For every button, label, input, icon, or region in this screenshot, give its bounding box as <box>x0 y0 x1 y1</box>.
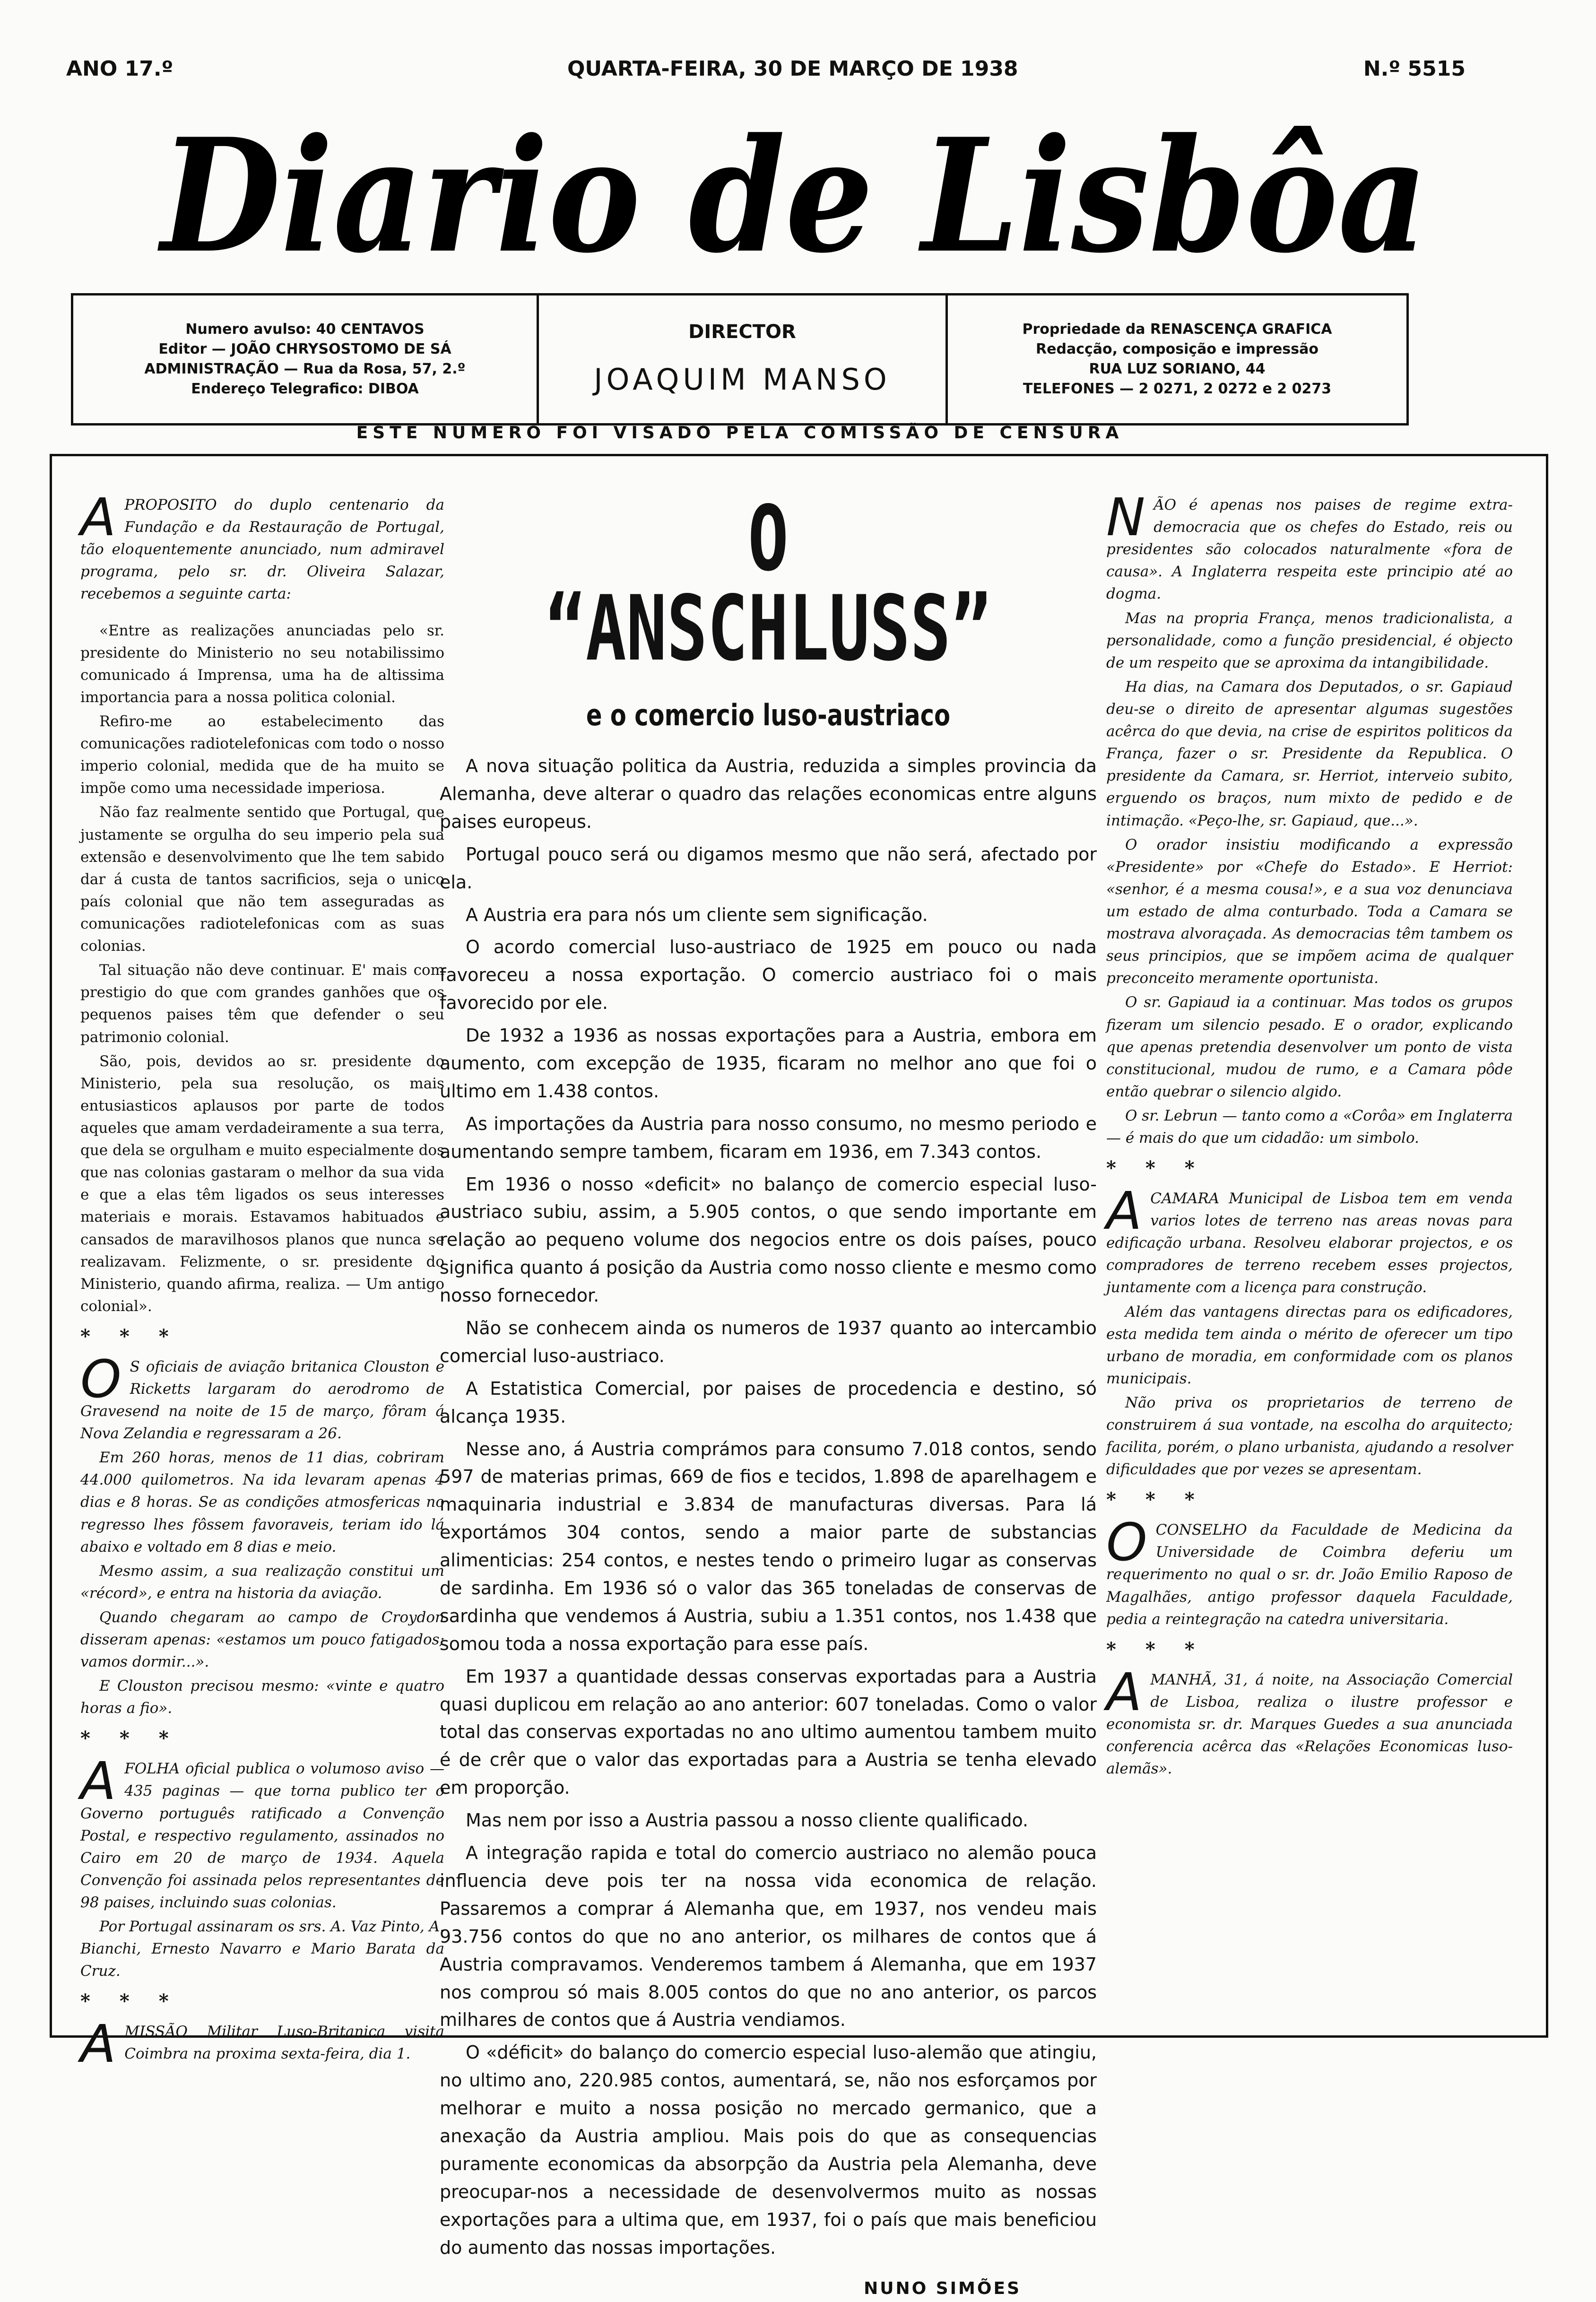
center-para: Em 1937 a quantidade dessas conservas exportadas para a Austria quasi duplicou em relação ao ano anterior: 607 toneladas. Como o valor total das conservas exportadas no ano ultimo aumentou tambem muito é de crêr que o valor das exportadas para a Austria se tenha elevado em proporção. <box>440 1666 1097 1798</box>
telegraph-line: Endereço Telegrafico: DIBOA <box>191 381 419 397</box>
left-para: MISSÃO Militar Luso-Britanica visita Coimbra na proxima sexta-feira, dia 1. <box>124 2023 444 2063</box>
issue-number: N.º 5515 <box>1363 57 1466 81</box>
left-column <box>80 487 444 2075</box>
center-para: De 1932 a 1936 as nossas exportações para a Austria, embora em aumento, com excepção de 1935, ficaram no melhor ano que foi o ultimo em 1.438 contos. <box>440 1025 1097 1102</box>
right-para: Ha dias, na Camara dos Deputados, o sr. Gapiaud deu-se o direito de apresentar algumas sugestões acêrca do que devia, na crise de espiritos politicos da França, fazer o sr. Presidente da Republica. O presidente da Camara, sr. Herriot, interveio subito, erguendo os braços, num mixto de pedido e de intimação. «Peço-lhe, sr. Gapiaud, que...». <box>1106 678 1513 829</box>
center-para: A Estatistica Comercial, por paises de procedencia e destino, só alcança 1935. <box>440 1378 1097 1427</box>
phones-line: TELEFONES — 2 0271, 2 0272 e 2 0273 <box>1023 381 1332 397</box>
director-label: DIRECTOR <box>688 321 796 343</box>
center-para: A nova situação politica da Austria, reduzida a simples provincia da Alemanha, deve alterar o quadro das relações economicas entre alguns paises europeus. <box>440 756 1097 832</box>
masthead-text: Diario de Lisbôa <box>156 104 1428 287</box>
left-para: Mesmo assim, a sua realização constitui um «récord», e entra na historia da aviação. <box>80 1562 444 1602</box>
center-para: Nesse ano, á Austria comprámos para consumo 7.018 contos, sendo 597 de materias primas, 669 de fios e tecidos, 1.898 de aparelhagem e maquinaria industrial e 3.834 de manufacturas diversas. Para lá exportámos 304 contos, sendo a maior parte de substancias alimenticias: 254 contos, e nestes tendo o primeiro lugar as conservas de sardinha. Em 1936 só o valor das 365 toneladas de conservas de sardinha que vendemos á Austria, subiu a 1.351 contos, nos 1.438 que somou toda a nossa exportação para esse país. <box>440 1438 1097 1654</box>
dropcap: O <box>1106 1512 1147 1573</box>
director-name: JOAQUIM MANSO <box>594 362 891 397</box>
admin-line: ADMINISTRAÇÃO — Rua da Rosa, 57, 2.º <box>144 361 466 377</box>
editor-line: Editor — JOÃO CHRYSOSTOMO DE SÁ <box>158 341 451 357</box>
left-para: PROPOSITO do duplo centenario da Fundação e da Restauração de Portugal, tão eloquentemente anunciado, num admiravel programa, pelo sr. dr. Oliveira Salazar, recebemos a seguinte carta: <box>80 496 444 603</box>
right-para: Mas na propria França, menos tradicionalista, a personalidade, como a função presidencial, é objecto de um respeito que se aproxima da intangibilidade. <box>1106 609 1513 671</box>
left-para: «Entre as realizações anunciadas pelo sr. presidente do Ministerio no seu notabilissimo comunicado á Imprensa, uma ha de altissima importancia para a nossa politica colonial. <box>80 622 444 706</box>
separator-stars: * * * <box>1106 1488 1206 1511</box>
masthead-title <box>151 104 1437 288</box>
center-para: A Austria era para nós um cliente sem significação. <box>466 904 928 925</box>
owner-line: Propriedade da RENASCENÇA GRAFICA <box>1022 321 1332 338</box>
info-left <box>73 295 539 423</box>
left-para: Por Portugal assinaram os srs. A. Vaz Pinto, A. Bianchi, Ernesto Navarro e Mario Barata da Cruz. <box>80 1918 444 1980</box>
year-label: ANO 17.º <box>66 57 173 81</box>
center-para: Em 1936 o nosso «deficit» no balanço de comercio especial luso-austriaco subiu, assim, a 5.905 contos, o que sendo importante em relação ao pequeno volume dos negocios entre os dois países, pouco significa quanto á posição da Austria como nosso cliente e mesmo como nosso fornecedor. <box>440 1173 1097 1306</box>
separator-stars: * * * <box>80 1325 180 1347</box>
print-line: Redacção, composição e impressão <box>1036 341 1318 357</box>
dropcap: A <box>1106 1661 1142 1722</box>
separator-stars: * * * <box>1106 1157 1206 1180</box>
right-para: O sr. Lebrun — tanto como a «Corôa» em Inglaterra — é mais do que um cidadão: um simbolo. <box>1106 1107 1513 1147</box>
center-para: Portugal pouco será ou digamos mesmo que não será, afectado por ela. <box>440 843 1097 893</box>
price-line: Numero avulso: 40 CENTAVOS <box>185 321 425 338</box>
right-column <box>1106 487 1513 1782</box>
left-para: E Clouston precisou mesmo: «vinte e quatro horas a fio». <box>80 1677 444 1717</box>
center-para: O acordo comercial luso-austriaco de 1925 em pouco ou nada favoreceu a nossa exportação. O comercio austriaco foi o mais favorecido por ele. <box>440 937 1097 1014</box>
dropcap: A <box>80 487 116 547</box>
left-para: Em 260 horas, menos de 11 dias, cobriram 44.000 quilometros. Na ida levaram apenas 4 dias e 8 horas. Se as condições atmosfericas no regresso lhes fôssem favoraveis, teriam ido lá abaixo e voltado em 8 dias e meio. <box>80 1449 444 1555</box>
header-topline <box>66 57 1466 95</box>
left-para: FOLHA oficial publica o volumoso aviso — 435 paginas — que torna publico ter o Governo português ratificado a Convenção Postal, e respectivo regulamento, assinados no Cairo em 20 de março de 1934. Aquela Convenção foi assinada pelos representantes de 98 paises, incluindo suas colonias. <box>80 1760 444 1911</box>
right-para: Não priva os proprietarios de terreno de construirem á sua vontade, na escolha do arquitecto; facilita, porém, o plano urbanista, ajudando a resolver dificuldades que por vezes se apresentam. <box>1106 1394 1513 1478</box>
left-para: Não faz realmente sentido que Portugal, que justamente se orgulha do seu imperio pela sua extensão e desenvolvimento que lhe tem sabido dar á custa de tantos sacrificios, seja o unico país colonial que não tem asseguradas as comunicações radiotelefonicas com as suas colonias. <box>80 804 444 955</box>
center-para: Não se conhecem ainda os numeros de 1937 quanto ao intercambio comercial luso-austriaco. <box>440 1318 1097 1366</box>
censorship-notice: ESTE NUMERO FOI VISADO PELA COMISSÃO DE CENSURA <box>356 423 1124 443</box>
right-para: Além das vantagens directas para os edificadores, esta medida tem ainda o mérito de oferecer um tipo urbano de moradia, em conformidade com os planos municipais. <box>1106 1303 1513 1387</box>
info-box <box>71 293 1409 426</box>
right-para: O orador insistiu modificando a expressão «Presidente» por «Chefe do Estado». E Herriot: «senhor, é a mesma cousa!», e a sua voz denunciava um estado de alma conturbado. Toda a Camara se mostrava alvoraçada. As democracias têm tambem os seus principios, que se impõem acima de qualquer preconceito meramente oportunista. <box>1106 836 1513 987</box>
left-para: Tal situação não deve continuar. E' mais com prestigio do que com grandes ganhões que os pequenos paises têm que defender o seu patrimonio colonial. <box>80 962 444 1046</box>
left-para: Quando chegaram ao campo de Croydon disseram apenas: «estamos um pouco fatigados; vamos dormir...». <box>80 1608 444 1671</box>
info-director <box>539 295 948 423</box>
right-para: CAMARA Municipal de Lisboa tem em venda varios lotes de terreno nas areas novas para edificação urbana. Resolveu elaborar projectos, e os compradores de terreno recebem esses projectos, juntamente com a licença para construção. <box>1106 1190 1513 1296</box>
info-right <box>948 295 1406 423</box>
dropcap: O <box>80 1348 121 1409</box>
left-para: Refiro-me ao estabelecimento das comunicações radiotelefonicas com todo o nosso imperio colonial, medida que de ha muito se impõe como uma necessidade imperiosa. <box>80 712 444 797</box>
right-para: O sr. Gapiaud ia a continuar. Mas todos os grupos fizeram um silencio pesado. E o orador, explicando que apenas pretendia desenvolver um ponto de vista constitucional, mudou de rumo, e a Camara pôde então quebrar o silencio algido. <box>1106 994 1513 1100</box>
center-para: Mas nem por isso a Austria passou a nosso cliente qualificado. <box>466 1810 1029 1831</box>
separator-stars: * * * <box>1106 1638 1206 1660</box>
address-line: RUA LUZ SORIANO, 44 <box>1089 361 1266 377</box>
center-column <box>440 486 1097 2302</box>
main-headline: O “ANSCHLUSS” <box>545 486 991 681</box>
separator-stars: * * * <box>80 1727 180 1750</box>
separator-stars: * * * <box>80 1990 180 2013</box>
dropcap: A <box>80 1751 116 1812</box>
dropcap: A <box>1106 1180 1142 1241</box>
sub-headline: e o comercio luso-austriaco <box>586 698 951 732</box>
right-para: CONSELHO da Faculdade de Medicina da Universidade de Coimbra deferiu um requerimento no qual o sr. dr. João Emilio Raposo de Magalhães, antigo professor daquela Faculdade, pedia a reintegração na catedra universitaria. <box>1106 1521 1513 1628</box>
left-para: S oficiais de aviação britanica Clouston e Ricketts largaram do aerodromo de Gravesend na noite de 15 de março, fôram á Nova Zelandia e regressaram a 26. <box>80 1358 444 1442</box>
right-para: ÃO é apenas nos paises de regime extra-democracia que os chefes do Estado, reis ou presidentes são colocados naturalmente «fora de causa». A Inglaterra respeita este principio até ao dogma. <box>1106 496 1513 603</box>
center-para: As importações da Austria para nosso consumo, no mesmo periodo e aumentando sempre tambem, ficaram em 1936, em 7.343 contos. <box>440 1113 1097 1162</box>
dropcap: A <box>80 2014 116 2075</box>
right-para: MANHÃ, 31, á noite, na Associação Comercial de Lisboa, realiza o ilustre professor e economista sr. dr. Marques Guedes a sua anunciada conferencia acêrca das «Relações Economicas luso-alemãs». <box>1106 1671 1513 1777</box>
author-signature: NUNO SIMÕES <box>864 2279 1021 2299</box>
issue-date: QUARTA-FEIRA, 30 DE MARÇO DE 1938 <box>567 57 1018 81</box>
left-para: São, pois, devidos ao sr. presidente do Ministerio, pela sua resolução, os mais entusiasticos aplausos por parte de todos aqueles que amam verdadeiramente a sua terra, que dela se orgulham e muito especialmente dos que nas colonias gastaram o melhor da sua vida e que a elas têm ligados os seus interesses materiais e morais. Estavamos habituados e cansados de maravilhosos planos que nunca se realizavam. Felizmente, o sr. presidente do Ministerio, quando afirma, realiza. — Um antigo colonial». <box>80 1052 444 1315</box>
dropcap: N <box>1106 487 1145 547</box>
center-para: O «déficit» do balanço do comercio especial luso-alemão que atingiu, no ultimo ano, 220.985 contos, aumentará, se, não nos esforçamos por melhorar e muito a nossa posição no mercado germanico, que a anexação da Austria ampliou. Mais pois do que as consequencias puramente economicas da absorpção da Austria pela Alemanha, deve preocupar-nos a necessidade de desenvolvermos muito as nossas exportações para a ultima que, em 1937, foi o país que mais beneficiou do aumento das nossas importações. <box>440 2042 1097 2258</box>
center-para: A integração rapida e total do comercio austriaco no alemão pouca influencia deve pois ter na nossa vida economica de relação. Passaremos a comprar á Alemanha que, em 1937, nos vendeu mais 93.756 contos do que no ano anterior, os milhares de contos que á Austria compravamos. Venderemos tambem á Alemanha, que em 1937 nos comprou só mais 8.005 contos do que no ano anterior, os parcos milhares de contos que á Austria vendiamos. <box>440 1842 1097 2031</box>
